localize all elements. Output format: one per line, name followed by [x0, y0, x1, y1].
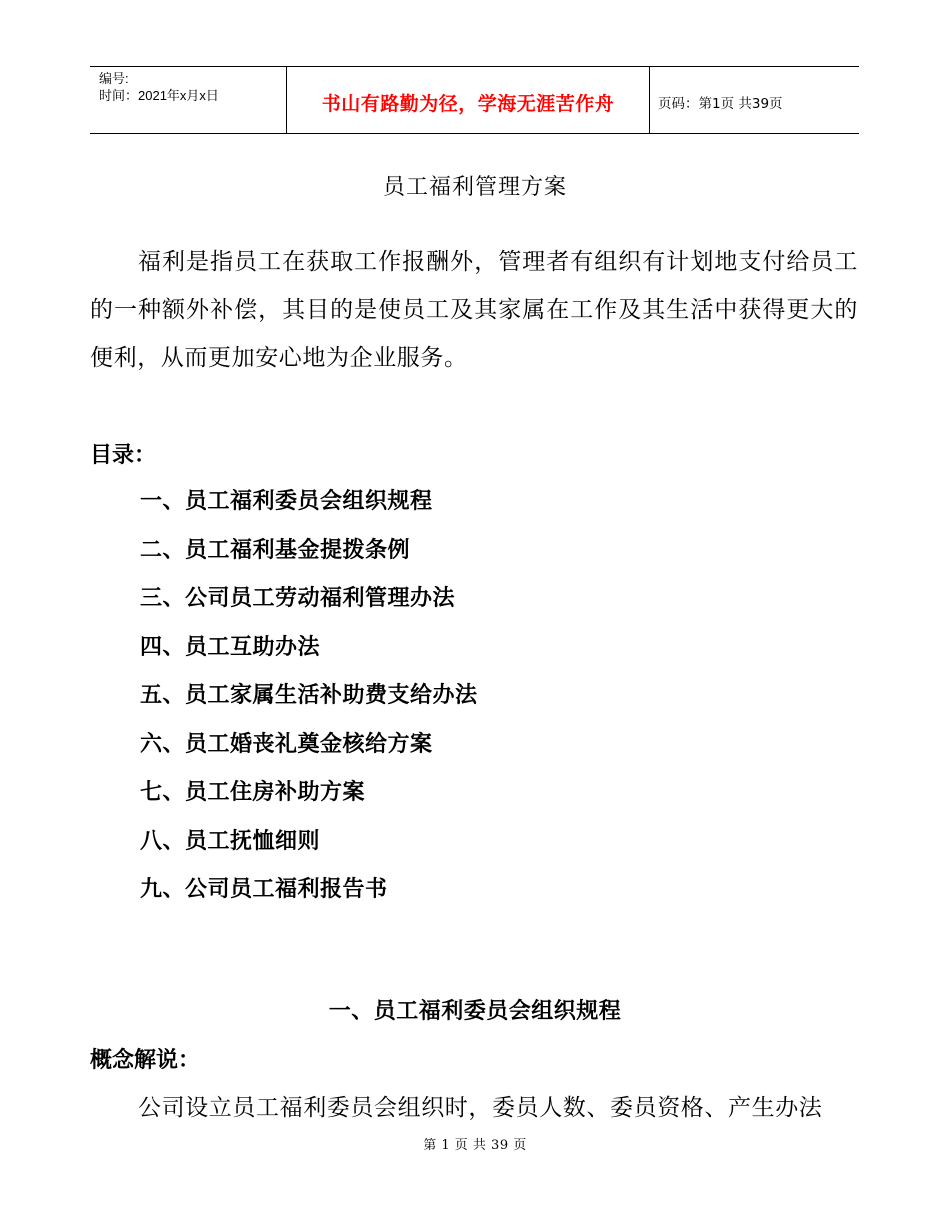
toc-item: 六、员工婚丧礼奠金核给方案 [140, 731, 433, 757]
toc-item: 五、员工家属生活补助费支给办法 [140, 683, 478, 708]
serial-label: 编号: [99, 71, 129, 86]
toc-item: 九、公司员工福利报告书 [140, 877, 388, 902]
document-title: 员工福利管理方案 [382, 175, 567, 200]
section-title: 一、员工福利委员会组织规程 [328, 999, 622, 1024]
page-footer: 第 1 页 共 39 页 [423, 1138, 527, 1153]
toc-heading: 目录： [90, 443, 157, 468]
page-header [90, 66, 859, 134]
intro-paragraph: 福利是指员工在获取工作报酬外，管理者有组织有计划地支付给员工的一种额外补偿，其目的是使员工及其家属在工作及其生活中获得更大的便利，从而更加安心地为企业服务。 [90, 249, 858, 371]
header-meta [90, 67, 287, 133]
toc-item: 七、员工住房补助方案 [140, 780, 366, 805]
concept-paragraph: 公司设立员工福利委员会组织时，委员人数、委员资格、产生办法 [138, 1095, 823, 1121]
toc-item: 四、员工互助办法 [140, 634, 321, 660]
toc-item: 八、员工抚恤细则 [140, 828, 321, 854]
header-page-info: 页码：第1页 共39页 [658, 96, 783, 112]
toc-item: 三、公司员工劳动福利管理办法 [140, 586, 456, 611]
toc-item: 一、员工福利委员会组织规程 [140, 489, 433, 514]
toc-item: 二、员工福利基金提拨条例 [140, 537, 411, 563]
header-motto-cell [287, 67, 650, 133]
time-label: 时间：2021年x月x日 [99, 88, 219, 103]
concept-label: 概念解说： [90, 1048, 201, 1073]
table-of-contents [140, 478, 478, 915]
header-motto: 书山有路勤为径，学海无涯苦作舟 [321, 92, 615, 115]
